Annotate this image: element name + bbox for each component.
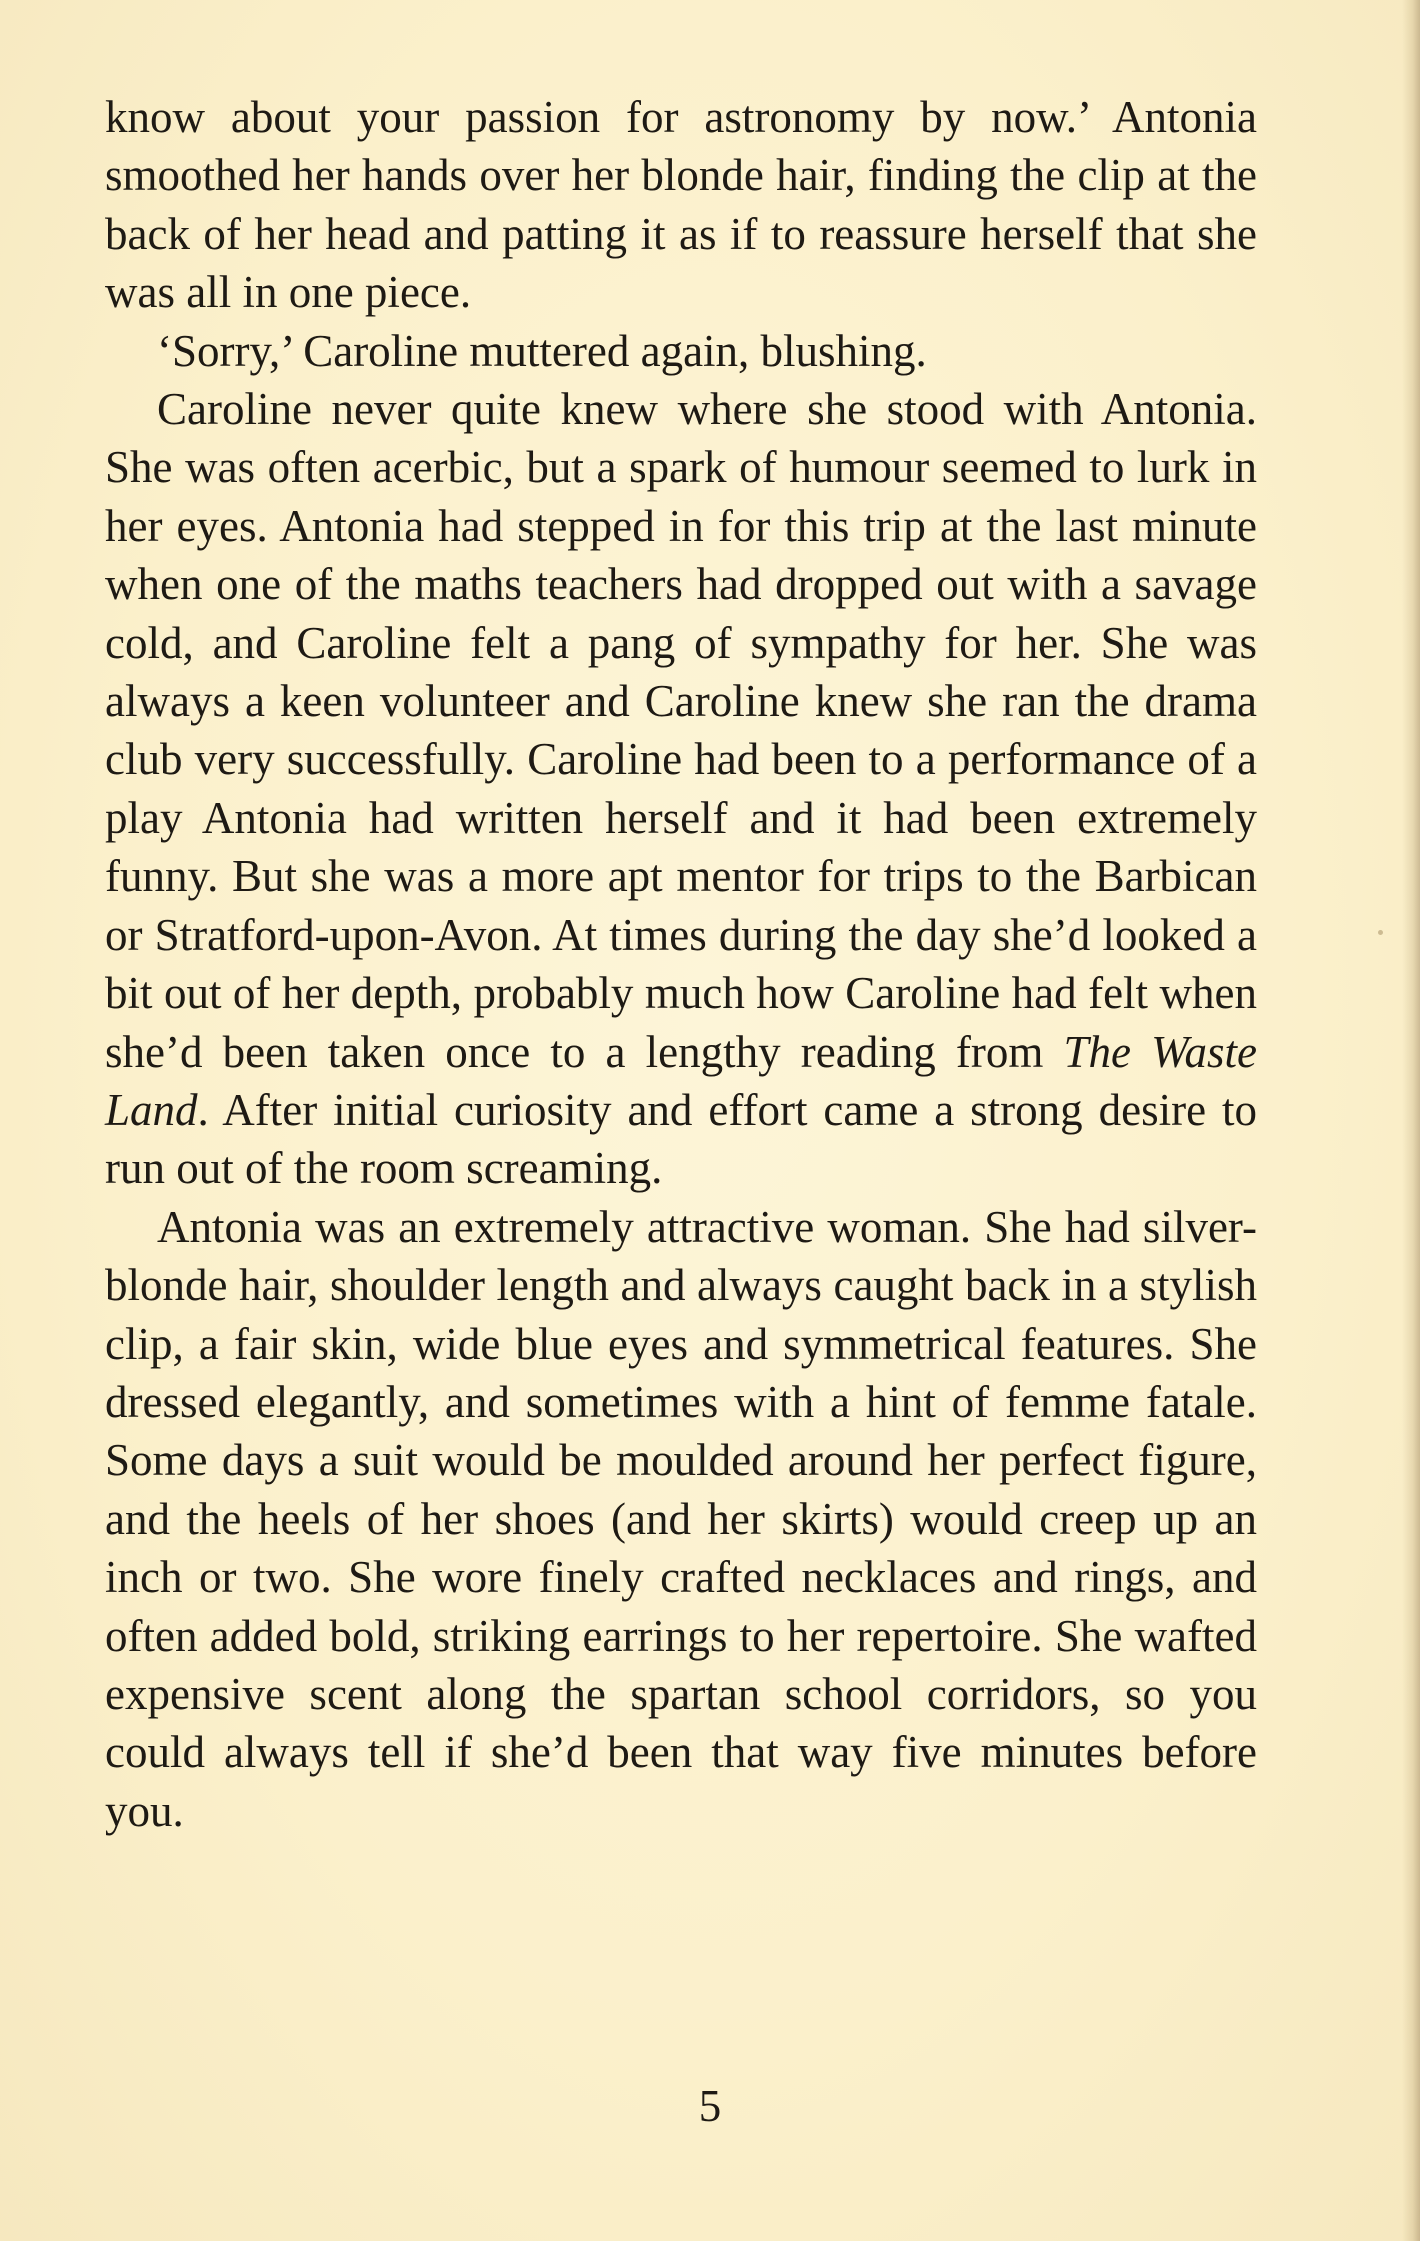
- paragraph-text: Caroline never quite knew where she stood with Antonia. She was often acerbic, but a spark of humour seemed to lurk in her eyes. Antonia had stepped in for this trip at the last minute when one of the maths teachers had dropped out with a savage cold, and Caroline felt a pang of sympathy for her. She was always a keen volunteer and Caroline knew she ran the drama club very successfully. Caroline had been to a performance of a play Antonia had written herself and it had been extremely funny. But she was a more apt mentor for trips to the Barbican or Stratford-upon-Avon. At times during the day she’d looked a bit out of her depth, probably much how Caroline had felt when she’d been taken once to a lengthy reading from: [105, 384, 1257, 1077]
- body-text: [105, 88, 1257, 1840]
- page-number: 5: [698, 2081, 722, 2131]
- book-title-italic: The Waste Land: [105, 1026, 1257, 1135]
- paragraph-antonia-description: Antonia was an extremely attractive woman. She had silver-blonde hair, shoulder length and always caught back in a stylish clip, a fair skin, wide blue eyes and symmetrical features. She dressed elegantly, and sometimes with a hint of femme fatale. Some days a suit would be moulded around her perfect figure, and the heels of her shoes (and her skirts) would creep up an inch or two. She wore finely crafted necklaces and rings, and often added bold, striking earrings to her repertoire. She wafted expensive scent along the spartan school corridors, so you could always tell if she’d been that way five minutes before you.: [105, 1201, 1257, 1836]
- paragraph-caroline-antonia: [105, 380, 1257, 1198]
- paper-speck: [1378, 930, 1383, 935]
- paragraph-text-end: . After initial curiosity and effort came a strong desire to run out of the room screaming.: [105, 1084, 1257, 1194]
- page-edge-shadow: [1402, 0, 1420, 2241]
- paragraph-continuation: know about your passion for astronomy by now.’ Antonia smoothed her hands over her blonde hair, finding the clip at the back of her head and patting it as if to reassure herself that she was all in one piece.: [105, 92, 1257, 318]
- paragraph-dialogue: ‘Sorry,’ Caroline muttered again, blushing.: [157, 325, 927, 376]
